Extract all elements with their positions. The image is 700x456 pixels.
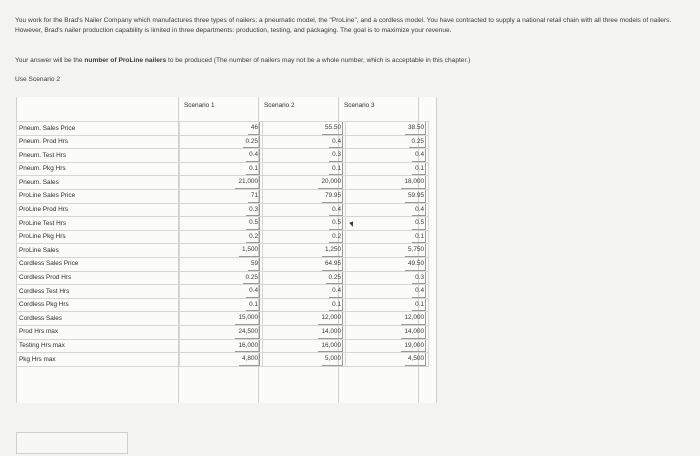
row-label: Pneum. Pkg Hrs [17, 162, 180, 176]
table-row [17, 176, 429, 190]
cell-value: 0.4 [329, 285, 343, 298]
cell-value: 0.4 [412, 285, 426, 298]
scenario-3-value[interactable] [346, 217, 429, 231]
cell-value: 59 [248, 258, 260, 271]
scenario-1-value[interactable] [180, 257, 263, 271]
table-row [17, 230, 429, 244]
scenario-2-value[interactable] [263, 298, 346, 312]
cell-value: 0.4 [329, 136, 343, 149]
scenario-2-value[interactable] [263, 203, 346, 217]
table-row [17, 162, 429, 176]
cell-value: 20,000 [318, 176, 343, 189]
cell-value: 18,000 [401, 176, 426, 189]
row-label: Pkg Hrs max [17, 353, 180, 367]
cell-value: 14,000 [318, 326, 343, 339]
scenario-3-value[interactable] [346, 149, 429, 163]
table-row [17, 285, 429, 299]
scenario-3-value[interactable] [346, 339, 429, 353]
cell-value: 0.1 [246, 163, 260, 176]
scenario-2-value[interactable] [263, 339, 346, 353]
cell-value: 0.1 [329, 299, 343, 312]
scenario-3-value[interactable] [346, 135, 429, 149]
cell-value: 0.4 [412, 149, 426, 162]
cell-value: 71 [248, 190, 260, 203]
answer-input[interactable] [16, 432, 128, 454]
scenario-1-value[interactable] [180, 135, 263, 149]
table-row [17, 135, 429, 149]
problem-description: You work for the Brad's Nailer Company which manufactures three types of nailers: a pneumatic model, the "ProLine", and a cordless model. You have contracted to supply a national retail chain with all three models of nailers. However, Brad's nailer production capability is limited in three departments: production, testing, and packaging. The goal is to maximize your revenue. [15, 17, 672, 35]
cell-value: 0.25 [243, 136, 260, 149]
cell-value: 38.50 [405, 122, 426, 135]
cell-value: 1,250 [322, 244, 343, 257]
cell-value: 0.25 [409, 136, 426, 149]
scenario-2-value[interactable] [263, 325, 346, 339]
scenario-3-value[interactable] [346, 230, 429, 244]
cell-value: 24,500 [235, 326, 260, 339]
scenario-1-value[interactable] [180, 122, 263, 136]
scenario-3-value[interactable] [346, 325, 429, 339]
cell-value: 0.1 [246, 299, 260, 312]
scenario-3-header: Scenario 3 [344, 102, 375, 109]
scenario-3-value[interactable] [346, 298, 429, 312]
cell-value: 0.5 [329, 217, 343, 230]
row-label: ProLine Test Hrs [17, 217, 180, 231]
table-row [17, 271, 429, 285]
cell-value: 64.95 [322, 258, 343, 271]
scenario-1-value[interactable] [180, 230, 263, 244]
scenario-1-value[interactable] [180, 203, 263, 217]
cell-value: 0.4 [412, 204, 426, 217]
row-label: Testing Hrs max [17, 339, 180, 353]
scenario-1-value[interactable] [180, 353, 263, 367]
scenario-1-value[interactable] [180, 312, 263, 326]
table-row [17, 312, 429, 326]
cell-value: 49.50 [405, 258, 426, 271]
cell-value: 12,000 [318, 312, 343, 325]
row-label: Pneum. Test Hrs [17, 149, 180, 163]
cell-value: 46 [248, 122, 260, 135]
row-label: Cordless Pkg Hrs [17, 298, 180, 312]
cell-value: 12,000 [401, 312, 426, 325]
scenario-1-value[interactable] [180, 189, 263, 203]
scenario-2-value[interactable] [263, 217, 346, 231]
scenario-3-value[interactable] [346, 312, 429, 326]
row-label: Cordless Sales Price [17, 257, 180, 271]
row-label: Cordless Prod Hrs [17, 271, 180, 285]
scenario-note: Use Scenario 2 [15, 76, 61, 83]
cell-value: 0.1 [412, 163, 426, 176]
scenario-1-value[interactable] [180, 285, 263, 299]
scenario-1-header: Scenario 1 [184, 102, 215, 109]
scenario-1-value[interactable] [180, 176, 263, 190]
cell-value: 5,750 [405, 244, 426, 257]
table-row [17, 217, 429, 231]
scenario-1-value[interactable] [180, 217, 263, 231]
cell-value: 0.5 [246, 217, 260, 230]
cell-value: 79.95 [322, 190, 343, 203]
scenario-3-value[interactable] [346, 285, 429, 299]
scenario-2-value[interactable] [263, 257, 346, 271]
cell-value: 0.1 [329, 163, 343, 176]
cell-value: 0.4 [246, 149, 260, 162]
cell-value: 0.4 [329, 204, 343, 217]
scenario-1-value[interactable] [180, 298, 263, 312]
cell-value: 0.3 [329, 149, 343, 162]
table-row [17, 298, 429, 312]
instruction-prefix: Your answer will be the [15, 57, 85, 64]
table-row [17, 339, 429, 353]
scenario-2-value[interactable] [263, 271, 346, 285]
cell-value: 0.5 [412, 217, 426, 230]
scenario-3-value[interactable] [346, 257, 429, 271]
row-label: ProLine Sales Price [17, 189, 180, 203]
scenario-2-value[interactable] [263, 162, 346, 176]
cell-value: 21,000 [235, 176, 260, 189]
cell-value: 0.3 [246, 204, 260, 217]
scenario-3-value[interactable] [346, 271, 429, 285]
row-label: ProLine Prod Hrs [17, 203, 180, 217]
scenario-2-value[interactable] [263, 122, 346, 136]
scenario-1-value[interactable] [180, 339, 263, 353]
row-label: Pneum. Prod Hrs [17, 135, 180, 149]
scenario-header-row [16, 97, 436, 115]
cell-value: 14,000 [401, 326, 426, 339]
cell-value: 0.1 [412, 299, 426, 312]
cell-value: 0.4 [246, 285, 260, 298]
table-row [17, 189, 429, 203]
scenario-2-value[interactable] [263, 244, 346, 258]
cell-value: 15,000 [235, 312, 260, 325]
table-row [17, 353, 429, 367]
cell-value: 0.2 [329, 231, 343, 244]
row-label: Pneum. Sales [17, 176, 180, 190]
cell-value: 4,800 [239, 353, 260, 366]
table-row [17, 244, 429, 258]
scenario-3-value[interactable] [346, 189, 429, 203]
cell-value: 4,500 [405, 353, 426, 366]
table-row [17, 325, 429, 339]
cell-value: 0.25 [326, 272, 343, 285]
cell-value: 0.1 [412, 231, 426, 244]
scenario-1-value[interactable] [180, 162, 263, 176]
cell-value: 1,500 [239, 244, 260, 257]
scenario-1-value[interactable] [180, 325, 263, 339]
cell-value: 55.50 [322, 122, 343, 135]
cell-value: 59.95 [405, 190, 426, 203]
scenario-3-value[interactable] [346, 176, 429, 190]
cell-value: 0.3 [412, 272, 426, 285]
instruction-bold: number of ProLine nailers [84, 57, 167, 64]
row-label: Prod Hrs max [17, 325, 180, 339]
table-row [17, 122, 429, 136]
scenario-3-value[interactable] [346, 203, 429, 217]
table-row [17, 257, 429, 271]
scenario-2-value[interactable] [263, 149, 346, 163]
scenario-1-value[interactable] [180, 271, 263, 285]
scenario-2-header: Scenario 2 [264, 102, 295, 109]
instruction-suffix: to be produced (The number of nailers may not be a whole number, which is acceptable in this chapter.) [166, 57, 471, 64]
nailer-data-table [16, 121, 429, 367]
cell-value: 19,000 [401, 340, 426, 353]
scenario-1-value[interactable] [180, 149, 263, 163]
scenario-2-value[interactable] [263, 353, 346, 367]
scenario-2-value[interactable] [263, 230, 346, 244]
cell-value: 16,000 [318, 340, 343, 353]
row-label: ProLine Sales [17, 244, 180, 258]
scenario-1-value[interactable] [180, 244, 263, 258]
row-label: Pneum. Sales Price [17, 122, 180, 136]
table-row [17, 149, 429, 163]
cell-value: 5,000 [322, 353, 343, 366]
scenario-2-value[interactable] [263, 285, 346, 299]
scenario-3-value[interactable] [346, 244, 429, 258]
table-row [17, 203, 429, 217]
row-label: ProLine Pkg Hrs [17, 230, 180, 244]
cell-value: 0.25 [243, 272, 260, 285]
scenario-2-value[interactable] [263, 189, 346, 203]
scenario-3-value[interactable] [346, 162, 429, 176]
scenario-2-value[interactable] [263, 176, 346, 190]
scenario-2-value[interactable] [263, 135, 346, 149]
row-label: Cordless Sales [17, 312, 180, 326]
scenario-3-value[interactable] [346, 122, 429, 136]
scenario-2-value[interactable] [263, 312, 346, 326]
cell-value: 16,000 [235, 340, 260, 353]
cell-value: 0.2 [246, 231, 260, 244]
answer-instruction [15, 57, 470, 64]
row-label: Cordless Test Hrs [17, 285, 180, 299]
scenario-3-value[interactable] [346, 353, 429, 367]
